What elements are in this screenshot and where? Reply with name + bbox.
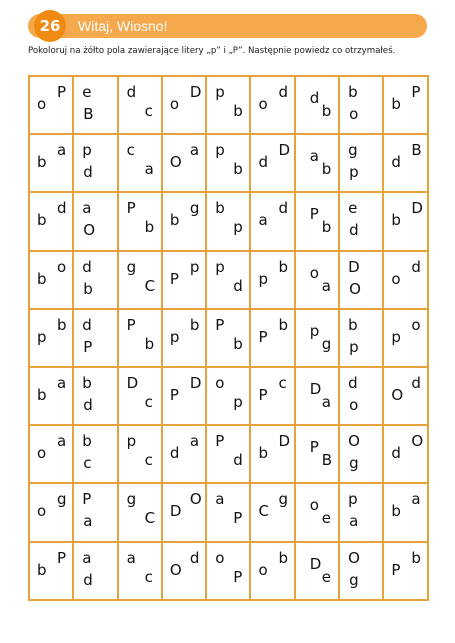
cell-letter: b: [348, 83, 358, 101]
grid-cell[interactable]: [251, 193, 295, 251]
cell-letter: p: [233, 218, 243, 237]
grid-cell[interactable]: [251, 252, 295, 310]
cell-letter: p: [349, 337, 359, 356]
grid-cell[interactable]: [30, 252, 74, 310]
cell-letter: b: [321, 218, 332, 237]
cell-letter: e: [321, 567, 332, 586]
cell-letter: o: [258, 560, 268, 579]
grid-cell[interactable]: [163, 135, 207, 193]
cell-letter: O: [169, 560, 182, 579]
grid-cell[interactable]: [207, 252, 251, 310]
grid-cell[interactable]: [163, 484, 207, 542]
cell-letter: o: [349, 395, 359, 414]
grid-cell[interactable]: [119, 77, 163, 135]
cell-letter: C: [258, 502, 269, 521]
cell-letter: a: [57, 141, 67, 160]
instruction-text: Pokoloruj na żółto pola zawierające litery „p” i „P”. Następnie powiedz co otrzymałeś.: [28, 46, 396, 56]
cell-letter: b: [278, 315, 289, 334]
cell-letter: P: [126, 199, 136, 218]
cell-letter: a: [57, 373, 67, 392]
cell-letter: c: [144, 102, 153, 120]
grid-cell[interactable]: [207, 193, 251, 251]
cell-letter: P: [391, 560, 401, 579]
cell-letter: O: [349, 279, 361, 298]
cell-letter: P: [258, 385, 268, 404]
cell-letter: b: [278, 257, 289, 276]
cell-letter: b: [83, 279, 93, 298]
grid-cell[interactable]: [163, 426, 207, 484]
cell-letter: b: [391, 95, 401, 113]
grid-cell[interactable]: [119, 484, 163, 542]
cell-letter: P: [215, 315, 225, 334]
cell-letter: O: [169, 153, 182, 172]
grid-cell[interactable]: [74, 135, 118, 193]
cell-letter: D: [169, 502, 182, 521]
grid-cell[interactable]: [384, 77, 428, 135]
cell-letter: D: [309, 554, 322, 573]
cell-letter: o: [349, 105, 359, 123]
grid-cell[interactable]: [296, 77, 340, 135]
grid-cell[interactable]: [384, 426, 428, 484]
cell-letter: o: [215, 548, 225, 567]
cell-letter: B: [321, 451, 333, 470]
cell-letter: d: [391, 153, 401, 172]
cell-letter: p: [215, 141, 225, 160]
cell-letter: a: [126, 548, 136, 567]
cell-letter: o: [57, 257, 67, 276]
cell-letter: d: [83, 395, 93, 414]
cell-letter: d: [278, 199, 289, 218]
cell-letter: d: [348, 373, 358, 392]
cell-letter: o: [215, 373, 225, 392]
cell-letter: d: [57, 199, 67, 218]
cell-letter: a: [411, 490, 421, 509]
cell-letter: d: [83, 570, 93, 589]
grid-cell[interactable]: [207, 368, 251, 426]
cell-letter: d: [411, 257, 421, 276]
grid-cell[interactable]: [251, 310, 295, 368]
cell-letter: O: [348, 548, 360, 567]
cell-letter: c: [144, 451, 153, 470]
cell-letter: D: [309, 379, 322, 398]
grid-cell[interactable]: [119, 135, 163, 193]
cell-letter: a: [349, 512, 359, 531]
grid-cell[interactable]: [384, 543, 428, 601]
cell-letter: b: [321, 102, 332, 120]
cell-letter: p: [215, 257, 225, 276]
grid-cell[interactable]: [296, 368, 340, 426]
grid-cell[interactable]: [163, 543, 207, 601]
grid-cell[interactable]: [163, 193, 207, 251]
grid-cell[interactable]: [340, 193, 384, 251]
cell-letter: c: [144, 567, 153, 586]
cell-letter: c: [278, 373, 287, 392]
cell-letter: g: [321, 334, 332, 353]
grid-cell[interactable]: [30, 135, 74, 193]
grid-cell[interactable]: [30, 484, 74, 542]
cell-letter: b: [144, 334, 155, 353]
cell-letter: b: [37, 211, 47, 230]
grid-cell[interactable]: [207, 484, 251, 542]
cell-letter: P: [57, 83, 67, 101]
grid-cell[interactable]: [119, 368, 163, 426]
cell-letter: b: [37, 560, 47, 579]
grid-cell[interactable]: [296, 193, 340, 251]
cell-letter: b: [189, 315, 200, 334]
cell-letter: a: [82, 548, 92, 567]
cell-letter: P: [233, 567, 243, 586]
cell-letter: d: [82, 315, 92, 334]
cell-letter: D: [189, 373, 202, 392]
cell-letter: P: [411, 83, 421, 101]
cell-letter: d: [169, 444, 180, 463]
cell-letter: p: [126, 432, 137, 451]
grid-cell[interactable]: [384, 484, 428, 542]
cell-letter: O: [189, 490, 202, 509]
cell-letter: d: [82, 257, 92, 276]
grid-cell[interactable]: [384, 135, 428, 193]
cell-letter: e: [348, 199, 358, 218]
cell-letter: O: [391, 385, 404, 404]
exercise-number-badge: 26: [34, 10, 66, 42]
cell-letter: p: [258, 269, 269, 288]
cell-letter: P: [215, 432, 225, 451]
grid-cell[interactable]: [119, 543, 163, 601]
cell-letter: d: [411, 373, 421, 392]
grid-cell[interactable]: [340, 426, 384, 484]
cell-letter: p: [309, 321, 320, 340]
cell-letter: g: [126, 490, 137, 509]
cell-letter: o: [37, 444, 47, 463]
grid-cell[interactable]: [30, 193, 74, 251]
cell-letter: o: [169, 95, 180, 113]
cell-letter: p: [169, 327, 180, 346]
grid-cell[interactable]: [74, 543, 118, 601]
cell-letter: b: [37, 385, 47, 404]
grid-cell[interactable]: [30, 426, 74, 484]
grid-cell[interactable]: [74, 484, 118, 542]
grid-cell[interactable]: [74, 252, 118, 310]
cell-letter: b: [348, 315, 358, 334]
cell-letter: b: [233, 160, 243, 179]
grid-cell[interactable]: [74, 310, 118, 368]
grid-cell[interactable]: [296, 543, 340, 601]
cell-letter: b: [82, 373, 92, 392]
cell-letter: D: [126, 373, 139, 392]
cell-letter: a: [215, 490, 225, 509]
cell-letter: P: [258, 327, 268, 346]
grid-cell[interactable]: [207, 426, 251, 484]
grid-cell[interactable]: [251, 135, 295, 193]
grid-cell[interactable]: [340, 135, 384, 193]
cell-letter: g: [57, 490, 67, 509]
cell-letter: b: [37, 153, 47, 172]
cell-letter: b: [233, 334, 243, 353]
cell-letter: O: [83, 221, 96, 240]
cell-letter: a: [309, 147, 319, 166]
cell-letter: B: [411, 141, 422, 160]
cell-letter: b: [144, 218, 155, 237]
cell-letter: D: [278, 141, 291, 160]
grid-cell[interactable]: [384, 193, 428, 251]
cell-letter: p: [349, 163, 359, 182]
cell-letter: b: [278, 548, 289, 567]
grid-cell[interactable]: [251, 368, 295, 426]
cell-letter: b: [321, 160, 332, 179]
cell-letter: P: [82, 490, 92, 509]
cell-letter: b: [57, 315, 67, 334]
cell-letter: g: [278, 490, 289, 509]
cell-letter: d: [349, 221, 359, 240]
cell-letter: a: [189, 432, 200, 451]
cell-letter: d: [278, 83, 289, 101]
cell-letter: D: [348, 257, 360, 276]
cell-letter: P: [169, 385, 179, 404]
cell-letter: o: [309, 263, 319, 282]
cell-letter: P: [309, 438, 319, 457]
grid-cell[interactable]: [251, 543, 295, 601]
grid-cell[interactable]: [296, 252, 340, 310]
cell-letter: p: [215, 83, 225, 101]
grid-cell[interactable]: [340, 310, 384, 368]
grid-cell[interactable]: [119, 252, 163, 310]
cell-letter: D: [411, 199, 423, 218]
cell-letter: P: [126, 315, 136, 334]
cell-letter: b: [37, 269, 47, 288]
cell-letter: a: [321, 392, 331, 411]
grid-cell[interactable]: [163, 77, 207, 135]
cell-letter: e: [321, 509, 332, 528]
cell-letter: d: [391, 444, 401, 463]
grid-cell[interactable]: [340, 484, 384, 542]
cell-letter: d: [233, 276, 243, 295]
grid-cell[interactable]: [340, 543, 384, 601]
cell-letter: b: [82, 432, 92, 451]
cell-letter: d: [126, 83, 137, 101]
grid-cell[interactable]: [163, 252, 207, 310]
grid-cell[interactable]: [30, 77, 74, 135]
grid-cell[interactable]: [74, 193, 118, 251]
cell-letter: P: [57, 548, 67, 567]
cell-letter: o: [37, 95, 47, 113]
cell-letter: p: [82, 141, 92, 160]
grid-cell[interactable]: [251, 426, 295, 484]
cell-letter: o: [411, 315, 421, 334]
grid-cell[interactable]: [296, 310, 340, 368]
cell-letter: a: [189, 141, 200, 160]
grid-cell[interactable]: [296, 426, 340, 484]
cell-letter: b: [169, 211, 180, 230]
grid-cell[interactable]: [119, 193, 163, 251]
grid-cell[interactable]: [340, 77, 384, 135]
cell-letter: P: [169, 269, 179, 288]
cell-letter: P: [83, 337, 93, 356]
grid-cell[interactable]: [207, 543, 251, 601]
cell-letter: o: [258, 95, 268, 113]
cell-letter: g: [349, 454, 359, 473]
cell-letter: d: [258, 153, 269, 172]
cell-letter: c: [83, 454, 92, 473]
cell-letter: b: [391, 211, 401, 230]
grid-cell[interactable]: [30, 368, 74, 426]
cell-letter: g: [348, 141, 358, 160]
grid-cell[interactable]: [119, 310, 163, 368]
cell-letter: o: [391, 269, 401, 288]
cell-letter: C: [144, 509, 156, 528]
cell-letter: o: [309, 496, 319, 515]
grid-cell[interactable]: [251, 484, 295, 542]
cell-letter: p: [37, 327, 47, 346]
cell-letter: D: [189, 83, 202, 101]
cell-letter: b: [215, 199, 225, 218]
cell-letter: C: [144, 276, 156, 295]
cell-letter: c: [144, 392, 153, 411]
grid-cell[interactable]: [384, 368, 428, 426]
cell-letter: d: [233, 451, 243, 470]
cell-letter: a: [82, 199, 92, 218]
cell-letter: a: [321, 276, 331, 295]
cell-letter: p: [233, 392, 243, 411]
cell-letter: O: [411, 432, 424, 451]
cell-letter: a: [83, 512, 93, 531]
cell-letter: P: [233, 509, 243, 528]
cell-letter: b: [411, 548, 421, 567]
cell-letter: B: [83, 105, 94, 123]
cell-letter: P: [309, 205, 319, 224]
cell-letter: o: [37, 502, 47, 521]
cell-letter: g: [189, 199, 200, 218]
grid-cell[interactable]: [74, 426, 118, 484]
grid-cell[interactable]: [207, 310, 251, 368]
grid-cell[interactable]: [74, 77, 118, 135]
grid-cell[interactable]: [207, 135, 251, 193]
grid-cell[interactable]: [251, 77, 295, 135]
cell-letter: a: [57, 432, 67, 451]
cell-letter: d: [83, 163, 93, 182]
grid-cell[interactable]: [74, 368, 118, 426]
cell-letter: p: [391, 327, 401, 346]
grid-cell[interactable]: [296, 484, 340, 542]
letter-grid: [28, 75, 429, 601]
cell-letter: d: [189, 548, 200, 567]
cell-letter: g: [126, 257, 137, 276]
cell-letter: a: [258, 211, 268, 230]
cell-letter: c: [126, 141, 135, 160]
cell-letter: a: [144, 160, 154, 179]
cell-letter: d: [309, 89, 320, 107]
cell-letter: O: [348, 432, 360, 451]
grid-cell[interactable]: [119, 426, 163, 484]
grid-cell[interactable]: [30, 310, 74, 368]
cell-letter: e: [82, 83, 92, 101]
grid-cell[interactable]: [163, 368, 207, 426]
cell-letter: g: [349, 570, 359, 589]
grid-cell[interactable]: [384, 310, 428, 368]
grid-cell[interactable]: [163, 310, 207, 368]
grid-cell[interactable]: [340, 252, 384, 310]
grid-cell[interactable]: [296, 135, 340, 193]
grid-cell[interactable]: [30, 543, 74, 601]
cell-letter: p: [348, 490, 358, 509]
grid-cell[interactable]: [340, 368, 384, 426]
cell-letter: D: [278, 432, 291, 451]
cell-letter: b: [391, 502, 401, 521]
grid-cell[interactable]: [207, 77, 251, 135]
cell-letter: p: [189, 257, 200, 276]
grid-cell[interactable]: [384, 252, 428, 310]
cell-letter: b: [258, 444, 269, 463]
cell-letter: b: [233, 102, 243, 120]
page-title: Witaj, Wiosno!: [78, 18, 168, 34]
